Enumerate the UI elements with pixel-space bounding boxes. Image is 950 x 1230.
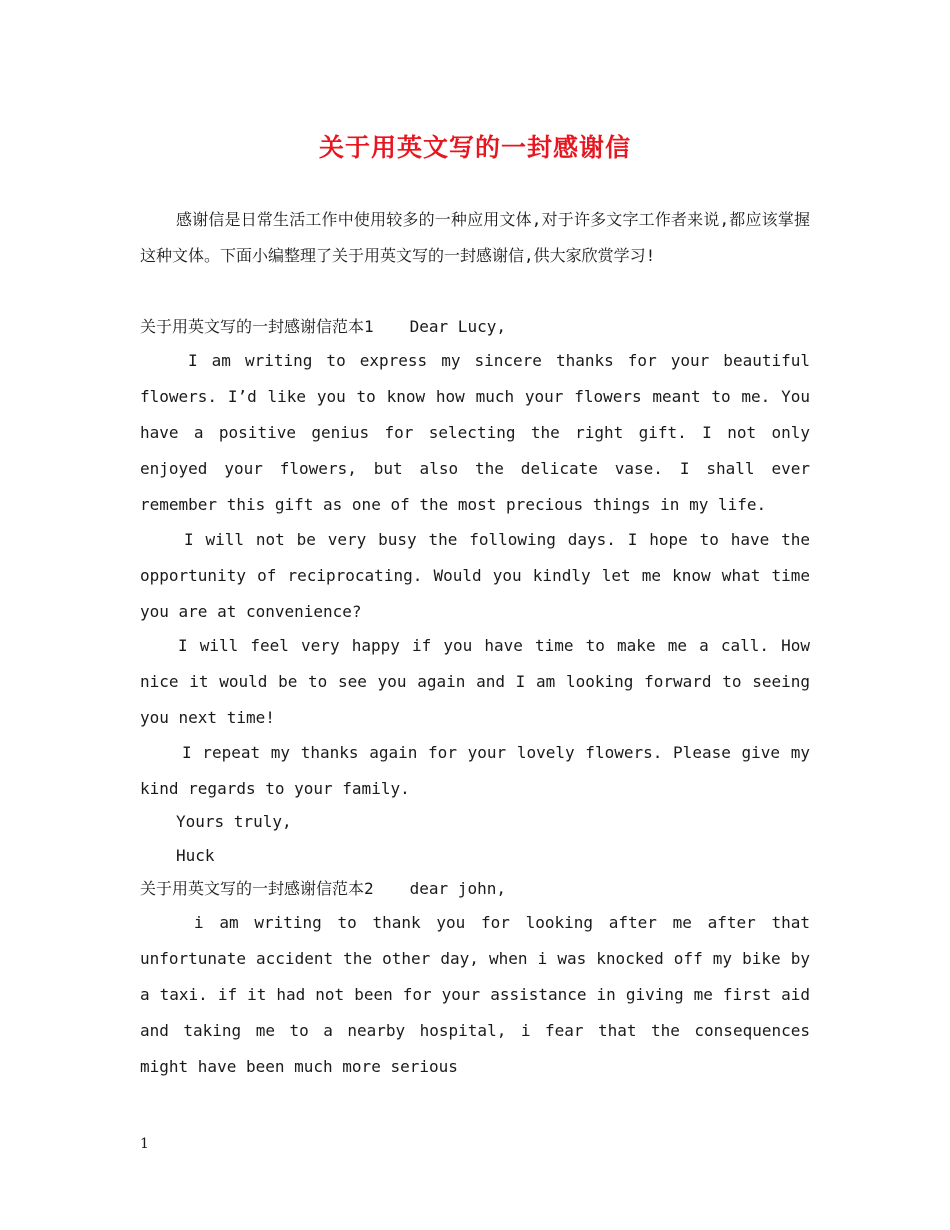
sample1-paragraph-2: I will not be very busy the following days. I hope to have the opportunity of reciprocating. Would you kindly let me know what time you are at convenience? (140, 530, 810, 621)
sample1-paragraph-1: I am writing to express my sincere thanks for your beautiful flowers. I’d like you to know how much your flowers meant to me. You have a positive genius for selecting the right gift. I not only enjoyed your flowers, but also the delicate vase. I shall ever remember this gift as one of the most precious things in my life. (140, 351, 810, 514)
sample2-paragraph-1: i am writing to thank you for looking after me after that unfortunate accident the other day, when i was knocked off my bike by a taxi. if it had not been for your assistance in giving me first aid and taking me to a nearby hospital, i fear that the consequences might have been much more serious (140, 913, 810, 1076)
sample1-heading-line (140, 309, 810, 345)
sample1-signature: Huck (176, 846, 215, 865)
sample1-heading: 关于用英文写的一封感谢信范本1 (140, 317, 374, 336)
sample2-salutation: dear john, (409, 879, 506, 898)
sample1-paragraph-3: I will feel very happy if you have time to make me a call. How nice it would be to see you again and I am looking forward to seeing you next time! (140, 636, 810, 727)
sample2-heading: 关于用英文写的一封感谢信范本2 (140, 879, 374, 898)
document-title: 关于用英文写的一封感谢信 (318, 133, 631, 162)
intro-paragraph: 感谢信是日常生活工作中使用较多的一种应用文体,对于许多文字工作者来说,都应该掌握这种文体。下面小编整理了关于用英文写的一封感谢信,供大家欣赏学习! (140, 210, 810, 265)
sample1-closing: Yours truly, (176, 812, 292, 831)
sample1-paragraph-4: I repeat my thanks again for your lovely flowers. Please give my kind regards to your family. (140, 743, 810, 798)
sample1-salutation: Dear Lucy, (409, 317, 506, 336)
page-number: 1 (140, 1136, 149, 1152)
sample2-heading-line (140, 871, 810, 907)
